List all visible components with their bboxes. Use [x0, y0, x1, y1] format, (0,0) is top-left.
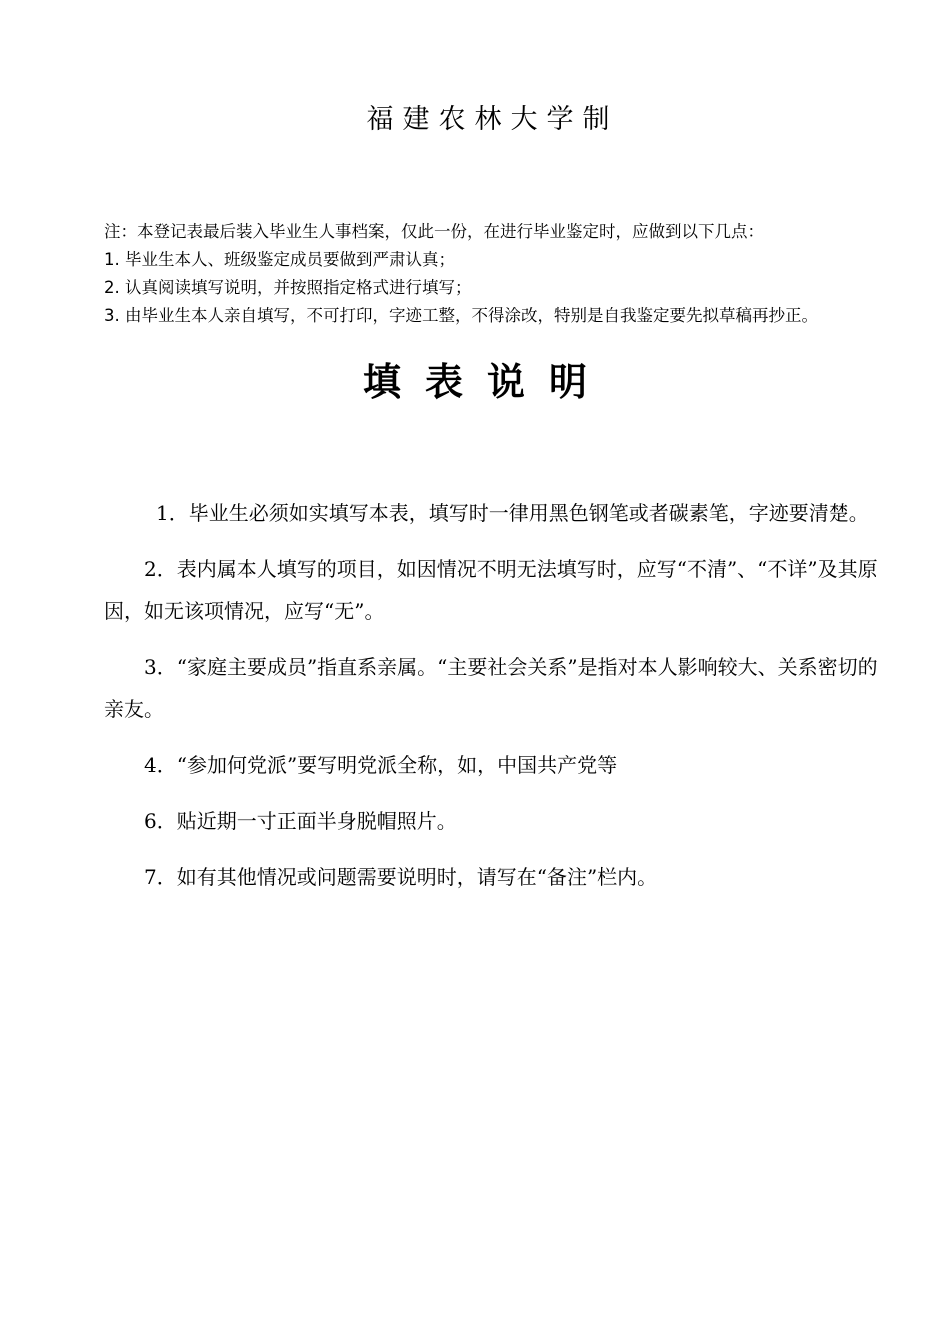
instructions-list — [104, 492, 894, 912]
note-line: 2. 认真阅读填写说明，并按照指定格式进行填写； — [104, 278, 472, 297]
notes-block — [104, 218, 904, 330]
issuer-title: 福建农林大学制 — [366, 104, 619, 135]
instruction-item: 2．表内属本人填写的项目，如因情况不明无法填写时，应写“不清”、“不详”及其原因，如无该项情况，应写“无”。 — [104, 557, 878, 623]
instruction-item: 3．“家庭主要成员”指直系亲属。“主要社会关系”是指对本人影响较大、关系密切的亲友。 — [104, 655, 878, 721]
note-line: 3. 由毕业生本人亲自填写，不可打印，字迹工整，不得涂改，特别是自我鉴定要先拟草稿再抄正。 — [104, 306, 818, 325]
section-title: 填表说明 — [362, 359, 611, 404]
note-line: 1. 毕业生本人、班级鉴定成员要做到严肃认真； — [104, 250, 455, 269]
instruction-item: 6．贴近期一寸正面半身脱帽照片。 — [144, 809, 457, 833]
instruction-item: 1．毕业生必须如实填写本表，填写时一律用黑色钢笔或者碳素笔，字迹要清楚。 — [156, 501, 869, 525]
note-line: 注：本登记表最后装入毕业生人事档案，仅此一份，在进行毕业鉴定时，应做到以下几点： — [104, 222, 764, 241]
instruction-item: 7．如有其他情况或问题需要说明时，请写在“备注”栏内。 — [144, 865, 658, 889]
instruction-item: 4．“参加何党派”要写明党派全称，如，中国共产党等 — [144, 753, 618, 777]
